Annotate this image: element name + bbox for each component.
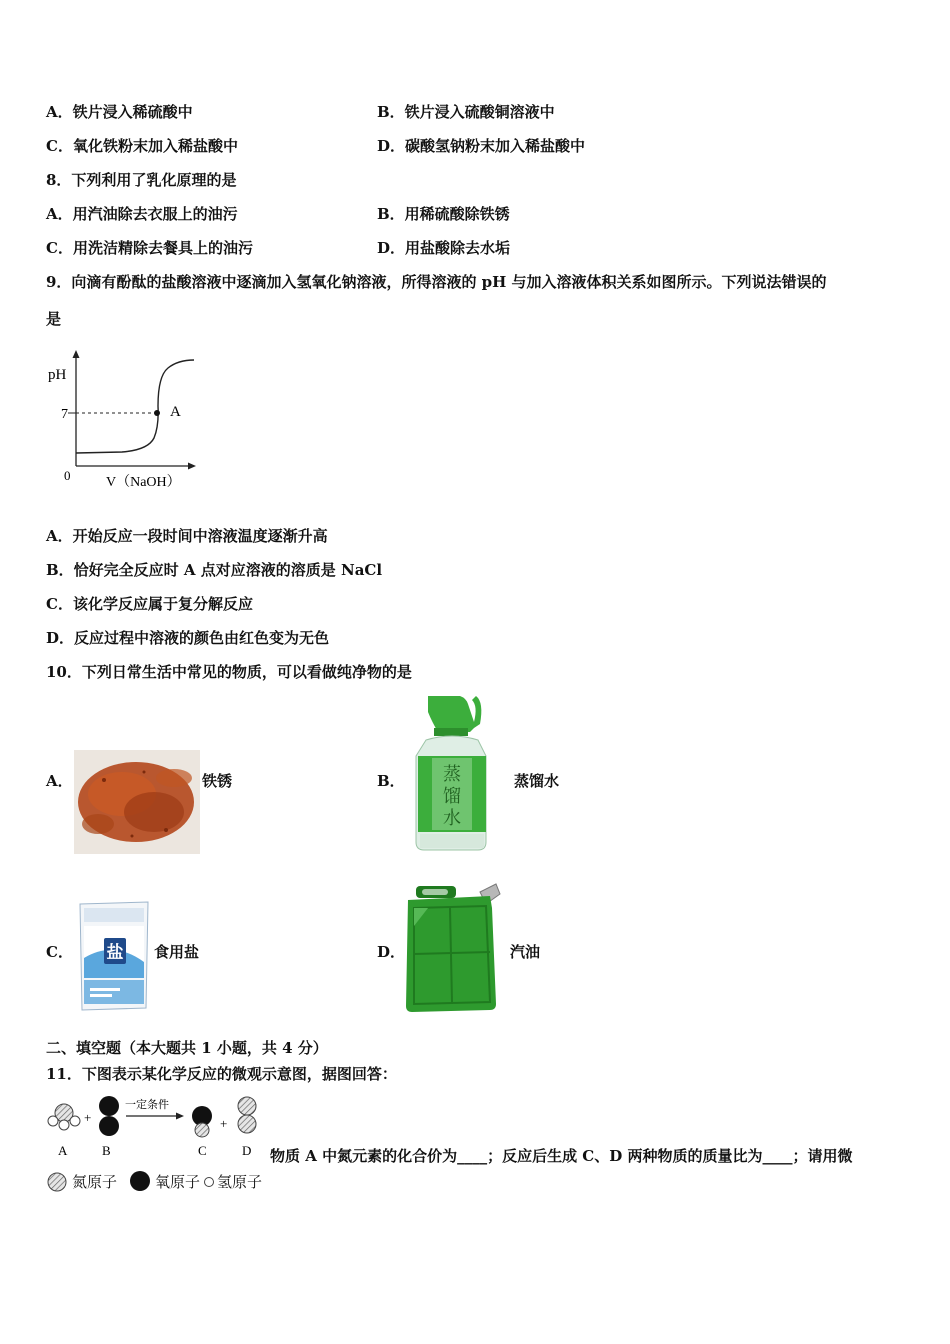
q10-option-d-letter: D． <box>377 943 406 961</box>
ph-curve-graph <box>44 346 204 494</box>
gasoline-can-image <box>404 878 502 1014</box>
q8-option-c: C．用洗洁精除去餐具上的油污 <box>46 239 253 257</box>
q9-option-b: B．恰好完全反应时 A 点对应溶液的溶质是 NaCl <box>46 561 383 579</box>
nitrogen-atom-icon <box>46 1171 70 1193</box>
q7-option-a: A．铁片浸入稀硫酸中 <box>46 103 193 121</box>
table-salt-bag-image <box>76 900 152 1012</box>
q10-option-a-letter: A． <box>46 772 73 790</box>
reaction-diagram <box>44 1094 270 1160</box>
rust-image <box>74 750 200 854</box>
q10-option-c-letter: C． <box>46 943 73 961</box>
point-a <box>154 410 160 416</box>
label-b: B <box>102 1143 111 1158</box>
q10-option-b-letter: B． <box>377 772 405 790</box>
oxygen-atom-icon <box>128 1170 152 1192</box>
label-d: D <box>242 1143 252 1158</box>
distilled-water-bottle-image <box>412 692 492 854</box>
molecule-a <box>48 1104 80 1130</box>
reaction-condition: 一定条件 <box>125 1099 169 1111</box>
q8-option-a: A．用汽油除去衣服上的油污 <box>46 205 238 223</box>
legend-hydrogen-label: 氢原子 <box>217 1173 263 1191</box>
bottle-label-1: 蒸 <box>443 764 461 784</box>
molecule-c <box>192 1106 212 1137</box>
y-axis-arrow <box>73 350 80 358</box>
section-2-heading: 二、填空题（本大题共 1 小题，共 4 分） <box>46 1039 328 1057</box>
legend-oxygen-label: 氧原子 <box>155 1173 201 1191</box>
label-a: A <box>58 1143 68 1158</box>
q10-option-d-name: 汽油 <box>510 943 541 961</box>
q10-stem: 10．下列日常生活中常见的物质，可以看做纯净物的是 <box>46 663 412 681</box>
q11-question-text: 物质 A 中氮元素的化合价为____；反应后生成 C、D 两种物质的质量比为____；请用微 <box>270 1147 853 1165</box>
q11-stem: 11．下图表示某化学反应的微观示意图，据图回答： <box>46 1065 397 1083</box>
q10-option-a-name: 铁锈 <box>202 772 233 790</box>
x-axis-label: V（NaOH） <box>106 475 181 490</box>
q9-option-d: D．反应过程中溶液的颜色由红色变为无色 <box>46 629 330 647</box>
q7-option-b: B．铁片浸入硫酸铜溶液中 <box>377 103 555 121</box>
q8-option-b: B．用稀硫酸除铁锈 <box>377 205 510 223</box>
q9-stem-cont: 是 <box>46 310 62 328</box>
q8-option-d: D．用盐酸除去水垢 <box>377 239 511 257</box>
plus-2: + <box>220 1116 228 1131</box>
bottle-label-2: 馏 <box>443 786 461 806</box>
q9-stem: 9．向滴有酚酞的盐酸溶液中逐滴加入氢氧化钠溶液，所得溶液的 pH 与加入溶液体积关系如图所示。下列说法错误的 <box>46 273 827 291</box>
hydrogen-atom-icon <box>203 1175 217 1189</box>
q7-option-d: D．碳酸氢钠粉末加入稀盐酸中 <box>377 137 586 155</box>
q10-option-b-name: 蒸馏水 <box>514 772 560 790</box>
plus-1: + <box>84 1110 92 1125</box>
y-tick-7: 7 <box>61 407 68 422</box>
legend-nitrogen-label: 氮原子 <box>72 1173 118 1191</box>
salt-bag-label: 盐 <box>106 943 124 962</box>
q7-option-c: C．氧化铁粉末加入稀盐酸中 <box>46 137 238 155</box>
q10-option-c-name: 食用盐 <box>154 943 200 961</box>
molecule-d <box>238 1097 256 1133</box>
y-axis-label: pH <box>48 367 67 383</box>
x-axis-arrow <box>188 463 196 470</box>
molecule-b <box>99 1096 119 1136</box>
q8-stem: 8．下列利用了乳化原理的是 <box>46 171 237 189</box>
label-c: C <box>198 1143 207 1158</box>
q9-option-a: A．开始反应一段时间中溶液温度逐渐升高 <box>46 527 328 545</box>
q9-option-c: C．该化学反应属于复分解反应 <box>46 595 253 613</box>
origin-label: 0 <box>64 468 71 483</box>
point-a-label: A <box>170 404 181 420</box>
bottle-label-3: 水 <box>443 808 461 828</box>
